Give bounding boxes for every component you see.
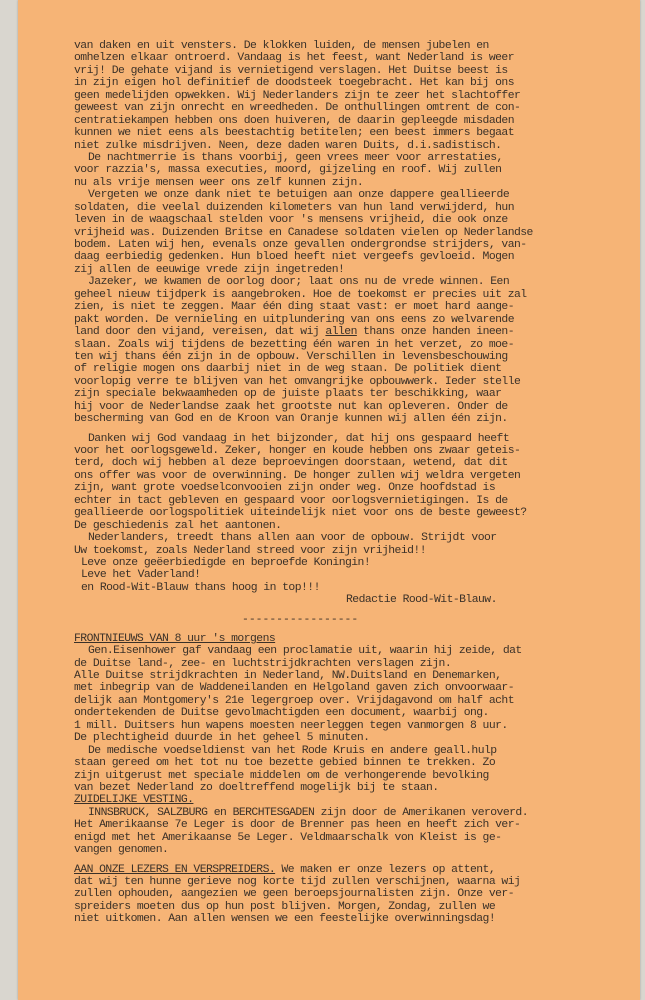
text-line bbox=[74, 633, 634, 645]
text-line: zij allen de eeuwige vrede zijn ingetreden! bbox=[74, 263, 345, 276]
text-line: niet uitkomen. Aan allen wensen we een feestelijke overwinningsdag! bbox=[74, 913, 496, 926]
spacer bbox=[74, 607, 634, 614]
text-line: staan gereed om het tot nu toe bezette gebied binnen te trekken. Zo bbox=[74, 757, 496, 770]
text-line: vangen genomen. bbox=[74, 844, 169, 857]
text-line: Uw toekomst, zoals Nederland streed voor zijn vrijheid!! bbox=[74, 544, 426, 557]
underlined-text: allen bbox=[325, 326, 357, 339]
text-line: De plechtigheid duurde in het geheel 5 minuten. bbox=[74, 732, 370, 745]
text-line: voor het oorlogsgeweld. Zeker, honger en koude hebben ons zwaar geteis- bbox=[74, 445, 521, 457]
text-line: met inbegrip van de Waddeneilanden en Helgoland gaven zich onvoorwaar- bbox=[74, 682, 514, 695]
text-line: ondertekenden de Duitse gevolmachtigden een document, waarbij ong. bbox=[74, 707, 489, 720]
text-line: van bezet Nederland zo doeltreffend mogelijk bij te staan. bbox=[74, 781, 439, 794]
text-line: zijn, want grote voedselconvooien zijn onder weg. Onze hoofdstad is bbox=[74, 482, 496, 495]
text-line: land door den vijand, vereisen, dat wij allen thans onze handen ineen- bbox=[74, 326, 514, 339]
underlined-text: ZUIDELIJKE VESTING. bbox=[74, 794, 194, 807]
text-line: geweest van zijn onrecht en wreedheden. De onthullingen omtrent de con- bbox=[74, 102, 521, 115]
text-line: zien, is niet te zeggen. Maar één ding staat vast: er moet hard aange- bbox=[74, 301, 514, 314]
text-line: leven in de waagschaal stelden voor 's mensens vrijheid, die ook onze bbox=[74, 214, 508, 227]
text-line: AAN ONZE LEZERS EN VERSPREIDERS. We maken er onze lezers op attent, bbox=[74, 863, 496, 876]
article-body bbox=[74, 40, 634, 926]
text-line: echter in tact gebleven en gespaard voor oorlogsvernietigingen. Is de bbox=[74, 494, 508, 507]
text-line: omhelzen elkaar ontroerd. Vandaag is het feest, want Nederland is weer bbox=[74, 52, 514, 65]
text-line: Vergeten we onze dank niet te betuigen aan onze dappere geallieerde bbox=[88, 189, 510, 202]
text-line: kunnen we niet eens als beestachtig betitelen; een beest immers begaat bbox=[74, 127, 514, 140]
text-line: niet zulke misdrijven. Neen, deze daden waren Duits, d.i.sadistisch. bbox=[74, 139, 502, 152]
text-line: zijn speciale bekwaamheden op de juiste plaats ter beschikking, waar bbox=[74, 388, 502, 401]
text-line: soldaten, die veelal duizenden kilometers van hun land verwijderd, hun bbox=[74, 201, 514, 214]
text-line: Het Amerikaanse 7e Leger is door de Brenner pas heen en heeft zich ver- bbox=[74, 819, 521, 832]
text-line: terd, doch wij hebben al deze beproevingen doorstaan, wetend, dat dit bbox=[74, 457, 508, 470]
text-line: ten wij thans één zijn in de opbouw. Verschillen in levensbeschouwing bbox=[74, 350, 508, 363]
text-line: zijn uitgerust met speciale middelen om de verhongerende bevolking bbox=[74, 769, 489, 782]
text-line: slaan. Zoals wij tijdens de bezetting één waren in het verzet, zo moe- bbox=[74, 338, 514, 351]
text-line: delijk aan Montgomery's 21e legergroep over. Vrijdagavond om half acht bbox=[74, 694, 514, 707]
text-line: INNSBRUCK, SALZBURG en BERCHTESGADEN zijn door de Amerikanen veroverd. bbox=[88, 806, 528, 819]
text-line: Jazeker, we kwamen de oorlog door; laat ons nu de vrede winnen. Een bbox=[88, 276, 510, 289]
text-line: voor razzia's, massa executies, moord, gijzeling en roof. Wij zullen bbox=[74, 164, 502, 177]
text-line: Leve onze geëerbiedigde en beproefde Koningin! bbox=[81, 556, 371, 569]
spacer bbox=[74, 426, 634, 433]
text-line: hij voor de Nederlandse zaak het grootste nut kan opleveren. Onder de bbox=[74, 400, 508, 413]
text-line: Gen.Eisenhower gaf vandaag een proclamatie uit, waarin hij zeide, dat bbox=[88, 645, 522, 658]
text-line: voorlopig verre te blijven van het omvangrijke opbouwwerk. Ieder stelle bbox=[74, 375, 521, 388]
text-line: De medische voedseldienst van het Rode Kruis en andere geall.hulp bbox=[88, 744, 497, 757]
text-line: vrij! De gehate vijand is vernietigend verslagen. Het Duitse beest is bbox=[74, 64, 508, 77]
text-line: zullen ophouden, aangezien we geen beroepsjournalisten zijn. Onze ver- bbox=[74, 888, 514, 901]
underlined-text: FRONTNIEUWS VAN 8 uur 's morgens bbox=[74, 632, 276, 645]
text-line: Nederlanders, treedt thans allen aan voor de opbouw. Strijdt voor bbox=[88, 532, 497, 545]
text-line: daag eerbiedig gedenken. Hun bloed heeft niet vergeefs gevloeid. Mogen bbox=[74, 251, 514, 264]
text-line bbox=[74, 794, 634, 806]
text-line: nu als vrije mensen weer ons zelf kunnen zijn. bbox=[74, 176, 364, 189]
text-line: van daken en uit vensters. De klokken luiden, de mensen jubelen en bbox=[74, 40, 489, 52]
text-line: enigd met het Amerikaanse 5e Leger. Veldmaarschalk von Kleist is ge- bbox=[74, 831, 502, 844]
text-line: in zijn eigen hol definitief de doodsteek toegebracht. Het kan bij ons bbox=[74, 77, 514, 90]
text-line: vrijheid was. Duizenden Britse en Canadese soldaten vielen op Nederlandse bbox=[74, 226, 533, 239]
text-line: Alle Duitse strijdkrachten in Nederland, NW.Duitsland en Denemarken, bbox=[74, 670, 502, 682]
text-line: centratiekampen hebben ons doen huiveren, de daarin gepleegde misdaden bbox=[74, 114, 514, 127]
text-line: 1 mill. Duitsers hun wapens moesten neerleggen tegen vanmorgen 8 uur. bbox=[74, 719, 508, 732]
spacer bbox=[74, 857, 634, 864]
text-line: bodem. Laten wij hen, evenals onze gevallen ondergrondse strijders, van- bbox=[74, 239, 527, 251]
text-line: ons offer was voor de overwinning. De honger zullen wij weldra vergeten bbox=[74, 469, 521, 482]
text-line: spreiders moeten dus op hun post blijven. Morgen, Zondag, zullen we bbox=[74, 900, 496, 913]
typewritten-page bbox=[18, 0, 640, 1000]
text-line: De nachtmerrie is thans voorbij, geen vrees meer voor arrestaties, bbox=[88, 151, 503, 164]
spacer bbox=[74, 626, 634, 633]
text-line: geheel nieuw tijdperk is aangebroken. Hoe de toekomst er precies uit zal bbox=[74, 288, 527, 301]
text-line: dat wij ten hunne gerieve nog korte tijd zullen verschijnen, waarna wij bbox=[74, 876, 521, 888]
text-line: Redactie Rood-Wit-Blauw. bbox=[346, 594, 497, 607]
separator-line: ----------------- bbox=[242, 613, 359, 626]
text-line: Leve het Vaderland! bbox=[81, 569, 201, 582]
underlined-text: AAN ONZE LEZERS EN VERSPREIDERS. bbox=[74, 863, 276, 876]
text-line: Danken wij God vandaag in het bijzonder, dat hij ons gespaard heeft bbox=[88, 432, 510, 445]
text-line: geallieerde oorlogspolitiek uiteindelijk niet voor ons de beste geweest? bbox=[74, 507, 527, 520]
text-line: geen medelijden opwekken. Wij Nederlanders zijn te zeer het slachtoffer bbox=[74, 89, 521, 102]
text-line: en Rood-Wit-Blauw thans hoog in top!!! bbox=[81, 581, 320, 594]
text-line: bescherming van God en de Kroon van Oranje kunnen wij allen één zijn. bbox=[74, 413, 508, 426]
text-line: of religie mogen ons daarbij niet in de weg staan. De politiek dient bbox=[74, 363, 502, 376]
text-line: De geschiedenis zal het aantonen. bbox=[74, 519, 282, 532]
text-line: de Duitse land-, zee- en luchtstrijdkrachten verslagen zijn. bbox=[74, 657, 452, 670]
text-line: pakt worden. De vernieling en uitplundering van ons eens zo welvarende bbox=[74, 313, 514, 326]
